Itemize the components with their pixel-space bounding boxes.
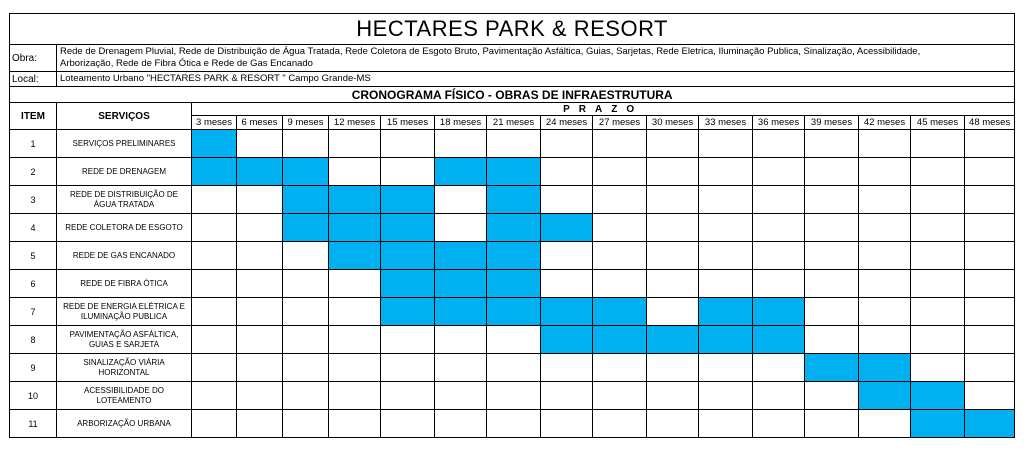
schedule-cell: [487, 410, 541, 438]
month-header: 9 meses: [283, 116, 329, 130]
service-name: [57, 158, 192, 186]
schedule-cell: [593, 242, 647, 270]
schedule-cell: [237, 214, 283, 242]
schedule-cell: [381, 410, 435, 438]
month-header: 45 meses: [911, 116, 965, 130]
schedule-cell: [753, 186, 805, 214]
service-name-line: ACESSIBILIDADE DO: [83, 385, 165, 395]
schedule-cell: [283, 382, 329, 410]
schedule-cell: [699, 354, 753, 382]
schedule-cell: [541, 410, 593, 438]
schedule-cell: [487, 130, 541, 158]
schedule-cell: [381, 354, 435, 382]
schedule-row: [10, 326, 1015, 354]
schedule-cell: [965, 326, 1015, 354]
schedule-cell: [805, 298, 859, 326]
schedule-cell: [805, 130, 859, 158]
month-header: 36 meses: [753, 116, 805, 130]
schedule-cell: [965, 242, 1015, 270]
schedule-cell: [911, 158, 965, 186]
month-header: 48 meses: [965, 116, 1015, 130]
schedule-cell-active: [283, 214, 329, 242]
item-number: 9: [10, 354, 57, 382]
schedule-cell-active: [753, 298, 805, 326]
service-name: [57, 270, 192, 298]
schedule-cell: [753, 158, 805, 186]
schedule-cell: [329, 354, 381, 382]
service-name-line: HORIZONTAL: [98, 367, 150, 377]
obra-label: Obra:: [10, 45, 57, 72]
schedule-cell: [647, 382, 699, 410]
schedule-cell: [647, 354, 699, 382]
local-label: Local:: [10, 72, 57, 87]
schedule-cell: [435, 326, 487, 354]
schedule-row: [10, 410, 1015, 438]
schedule-cell-active: [329, 214, 381, 242]
schedule-cell: [911, 326, 965, 354]
schedule-cell: [859, 242, 911, 270]
schedule-cell: [237, 298, 283, 326]
schedule-cell: [237, 186, 283, 214]
schedule-cell: [541, 242, 593, 270]
schedule-cell: [593, 382, 647, 410]
schedule-cell: [381, 130, 435, 158]
schedule-cell: [753, 354, 805, 382]
schedule-cell-active: [329, 242, 381, 270]
schedule-cell: [593, 410, 647, 438]
service-name-line: PAVIMENTAÇÃO ASFÁLTICA,: [69, 329, 179, 339]
schedule-cell: [805, 326, 859, 354]
schedule-cell: [593, 354, 647, 382]
schedule-cell: [283, 270, 329, 298]
item-number: 11: [10, 410, 57, 438]
schedule-cell: [805, 214, 859, 242]
service-name: [57, 242, 192, 270]
schedule-cell: [699, 410, 753, 438]
schedule-cell-active: [965, 410, 1015, 438]
service-name: [57, 354, 192, 382]
schedule-cell: [753, 382, 805, 410]
schedule-cell: [911, 214, 965, 242]
service-name-line: REDE DE ENERGIA ELÉTRICA E: [63, 301, 185, 311]
schedule-cell-active: [283, 158, 329, 186]
month-header: 12 meses: [329, 116, 381, 130]
schedule-cell: [541, 186, 593, 214]
obra-description: [57, 45, 1015, 72]
schedule-row: [10, 186, 1015, 214]
schedule-cell: [541, 354, 593, 382]
schedule-cell: [593, 158, 647, 186]
service-name: [57, 382, 192, 410]
schedule-row: [10, 382, 1015, 410]
schedule-cell-active: [237, 158, 283, 186]
schedule-cell: [805, 242, 859, 270]
schedule-cell: [192, 214, 237, 242]
schedule-cell-active: [593, 326, 647, 354]
schedule-cell: [965, 214, 1015, 242]
schedule-cell: [699, 214, 753, 242]
schedule-cell: [859, 214, 911, 242]
schedule-cell-active: [647, 326, 699, 354]
service-name: [57, 326, 192, 354]
schedule-cell-active: [435, 242, 487, 270]
schedule-cell: [192, 326, 237, 354]
schedule-cell: [965, 382, 1015, 410]
schedule-cell: [435, 214, 487, 242]
schedule-cell: [647, 214, 699, 242]
prazo-header: PRAZO: [192, 103, 1015, 116]
schedule-cell: [647, 186, 699, 214]
schedule-cell: [859, 326, 911, 354]
schedule-cell-active: [911, 410, 965, 438]
schedule-cell: [381, 158, 435, 186]
schedule-cell-active: [805, 354, 859, 382]
schedule-table: [9, 13, 1015, 438]
document-title: HECTARES PARK & RESORT: [10, 14, 1015, 45]
schedule-cell-active: [487, 158, 541, 186]
schedule-cell: [699, 158, 753, 186]
schedule-cell: [911, 298, 965, 326]
schedule-cell-active: [487, 186, 541, 214]
schedule-cell-active: [381, 186, 435, 214]
schedule-cell-active: [541, 298, 593, 326]
schedule-cell: [237, 242, 283, 270]
schedule-cell: [541, 130, 593, 158]
schedule-row: [10, 298, 1015, 326]
schedule-cell: [237, 354, 283, 382]
schedule-cell: [329, 326, 381, 354]
schedule-cell-active: [283, 186, 329, 214]
schedule-row: [10, 270, 1015, 298]
schedule-cell-active: [381, 270, 435, 298]
schedule-cell: [911, 186, 965, 214]
schedule-cell: [647, 158, 699, 186]
item-number: 6: [10, 270, 57, 298]
schedule-cell: [805, 270, 859, 298]
schedule-cell-active: [753, 326, 805, 354]
schedule-cell: [192, 354, 237, 382]
schedule-cell: [593, 130, 647, 158]
schedule-cell: [753, 270, 805, 298]
schedule-cell: [237, 382, 283, 410]
schedule-row: [10, 158, 1015, 186]
month-header: 42 meses: [859, 116, 911, 130]
schedule-cell: [283, 298, 329, 326]
schedule-cell: [381, 326, 435, 354]
schedule-cell: [329, 158, 381, 186]
schedule-cell: [329, 298, 381, 326]
schedule-cell: [237, 270, 283, 298]
schedule-cell: [487, 326, 541, 354]
schedule-cell: [541, 382, 593, 410]
schedule-cell: [859, 186, 911, 214]
obra-description-line: Arborização, Rede de Fibra Ótica e Rede de Gas Encanado: [60, 58, 313, 69]
schedule-cell: [329, 410, 381, 438]
schedule-cell-active: [192, 158, 237, 186]
schedule-cell-active: [381, 214, 435, 242]
schedule-cell: [647, 270, 699, 298]
local-value: Loteamento Urbano "HECTARES PARK & RESORT " Campo Grande-MS: [57, 72, 1015, 87]
schedule-cell: [965, 354, 1015, 382]
schedule-cell: [192, 242, 237, 270]
schedule-cell-active: [911, 382, 965, 410]
schedule-cell: [911, 242, 965, 270]
schedule-cell: [859, 298, 911, 326]
schedule-cell: [699, 186, 753, 214]
obra-description-line: Rede de Drenagem Pluvial, Rede de Distribuição de Água Tratada, Rede Coletora de Esgoto Bruto, Pavimentação Asfáltica, Guias, Sarjetas, Rede Eletrica, Iluminação Publica, Sinalização, Acessibilidade,: [60, 46, 921, 57]
schedule-row: [10, 354, 1015, 382]
schedule-cell: [487, 354, 541, 382]
schedule-cell: [237, 326, 283, 354]
schedule-cell: [435, 186, 487, 214]
schedule-cell: [753, 214, 805, 242]
schedule-cell: [699, 130, 753, 158]
schedule-cell: [699, 270, 753, 298]
service-name-line: LOTEAMENTO: [96, 395, 152, 405]
schedule-cell: [435, 410, 487, 438]
schedule-cell: [435, 354, 487, 382]
schedule-cell: [647, 298, 699, 326]
schedule-cell: [593, 214, 647, 242]
schedule-cell: [965, 130, 1015, 158]
month-header: 3 meses: [192, 116, 237, 130]
schedule-subtitle: CRONOGRAMA FÍSICO - OBRAS DE INFRAESTRUTURA: [10, 87, 1015, 103]
schedule-cell-active: [593, 298, 647, 326]
schedule-cell: [192, 270, 237, 298]
item-number: 8: [10, 326, 57, 354]
schedule-cell: [965, 298, 1015, 326]
service-name-line: ARBORIZAÇÃO URBANA: [77, 418, 171, 428]
schedule-cell: [329, 130, 381, 158]
service-name: [57, 298, 192, 326]
item-number: 3: [10, 186, 57, 214]
schedule-cell: [699, 242, 753, 270]
month-header: 6 meses: [237, 116, 283, 130]
schedule-cell: [283, 354, 329, 382]
service-name-line: REDE COLETORA DE ESGOTO: [65, 222, 183, 232]
schedule-cell: [805, 186, 859, 214]
service-name-line: ILUMINAÇÃO PUBLICA: [80, 311, 168, 321]
service-name-line: ÁGUA TRATADA: [93, 199, 155, 209]
month-header: 27 meses: [593, 116, 647, 130]
schedule-cell-active: [435, 158, 487, 186]
item-number: 4: [10, 214, 57, 242]
schedule-cell-active: [859, 354, 911, 382]
service-name: [57, 130, 192, 158]
schedule-cell: [753, 130, 805, 158]
service-name-line: REDE DE DISTRIBUIÇÃO DE: [69, 189, 178, 199]
service-name-line: GUIAS E SARJETA: [88, 339, 160, 349]
schedule-cell-active: [487, 214, 541, 242]
month-header: 33 meses: [699, 116, 753, 130]
schedule-cell: [283, 130, 329, 158]
schedule-cell-active: [487, 242, 541, 270]
schedule-cell: [237, 130, 283, 158]
schedule-cell: [541, 158, 593, 186]
schedule-cell: [329, 382, 381, 410]
schedule-cell: [283, 242, 329, 270]
schedule-sheet: [9, 13, 1013, 438]
schedule-cell: [753, 410, 805, 438]
schedule-cell-active: [192, 130, 237, 158]
schedule-cell-active: [541, 326, 593, 354]
schedule-cell: [859, 158, 911, 186]
schedule-cell: [283, 326, 329, 354]
schedule-cell: [965, 270, 1015, 298]
month-header: 15 meses: [381, 116, 435, 130]
schedule-cell-active: [487, 270, 541, 298]
schedule-cell-active: [381, 242, 435, 270]
schedule-cell: [283, 410, 329, 438]
schedule-row: [10, 130, 1015, 158]
schedule-row: [10, 242, 1015, 270]
service-name-line: SERVIÇOS PRELIMINARES: [72, 138, 176, 148]
schedule-cell-active: [859, 382, 911, 410]
schedule-cell: [859, 270, 911, 298]
schedule-cell: [911, 270, 965, 298]
item-number: 7: [10, 298, 57, 326]
schedule-cell: [487, 382, 541, 410]
schedule-cell-active: [541, 214, 593, 242]
month-header: 18 meses: [435, 116, 487, 130]
schedule-cell: [805, 382, 859, 410]
schedule-cell: [911, 130, 965, 158]
service-name-line: REDE DE FIBRA ÓTICA: [80, 278, 168, 288]
service-name: [57, 410, 192, 438]
schedule-cell: [593, 186, 647, 214]
month-header: 21 meses: [487, 116, 541, 130]
schedule-cell: [435, 382, 487, 410]
schedule-cell: [192, 382, 237, 410]
schedule-cell: [965, 158, 1015, 186]
schedule-cell: [647, 410, 699, 438]
schedule-cell: [965, 186, 1015, 214]
schedule-cell-active: [699, 326, 753, 354]
schedule-cell: [753, 242, 805, 270]
schedule-cell: [647, 130, 699, 158]
schedule-cell: [859, 410, 911, 438]
schedule-cell: [805, 158, 859, 186]
item-header: ITEM: [10, 103, 57, 130]
schedule-cell: [435, 130, 487, 158]
schedule-cell: [329, 270, 381, 298]
service-name-line: REDE DE DRENAGEM: [81, 166, 166, 176]
schedule-cell: [911, 354, 965, 382]
schedule-row: [10, 214, 1015, 242]
service-name: [57, 186, 192, 214]
service-name: [57, 214, 192, 242]
service-name-line: SINALIZAÇÃO VIÁRIA: [83, 357, 165, 367]
month-header: 30 meses: [647, 116, 699, 130]
item-number: 10: [10, 382, 57, 410]
schedule-cell-active: [329, 186, 381, 214]
services-header: SERVIÇOS: [57, 103, 192, 130]
schedule-cell: [192, 298, 237, 326]
schedule-cell: [859, 130, 911, 158]
service-name-line: REDE DE GAS ENCANADO: [72, 250, 176, 260]
schedule-cell: [192, 186, 237, 214]
schedule-cell-active: [699, 298, 753, 326]
schedule-cell: [805, 410, 859, 438]
schedule-cell: [192, 410, 237, 438]
schedule-cell: [647, 242, 699, 270]
schedule-cell: [699, 382, 753, 410]
schedule-cell: [593, 270, 647, 298]
item-number: 1: [10, 130, 57, 158]
item-number: 2: [10, 158, 57, 186]
schedule-cell-active: [435, 270, 487, 298]
schedule-cell-active: [381, 298, 435, 326]
schedule-cell: [237, 410, 283, 438]
month-header: 39 meses: [805, 116, 859, 130]
schedule-cell-active: [487, 298, 541, 326]
schedule-cell: [541, 270, 593, 298]
schedule-cell: [381, 382, 435, 410]
item-number: 5: [10, 242, 57, 270]
schedule-cell-active: [435, 298, 487, 326]
month-header: 24 meses: [541, 116, 593, 130]
